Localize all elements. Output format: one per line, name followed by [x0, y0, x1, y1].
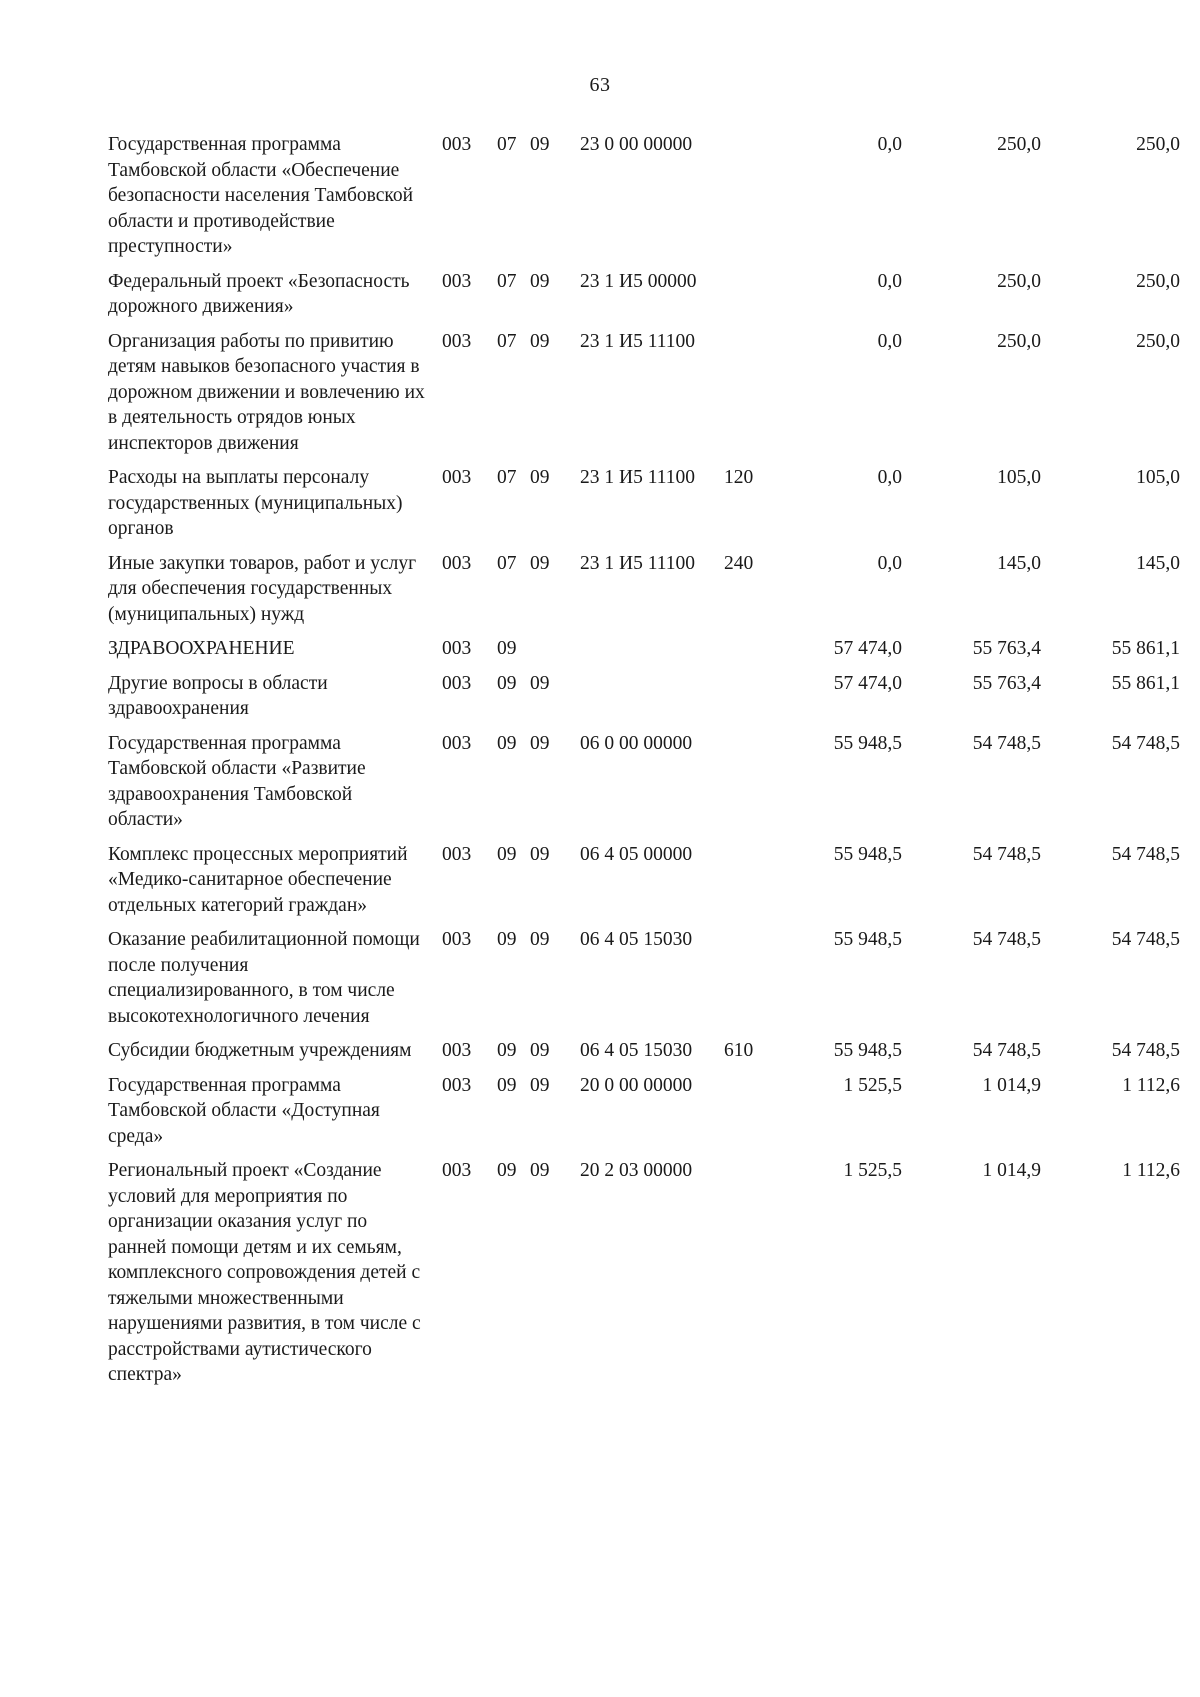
amount-year-3: 55 861,1: [1111, 638, 1180, 659]
table-row: [108, 465, 1180, 551]
amount-year-3: 54 748,5: [1111, 732, 1180, 754]
table-row: [108, 671, 1180, 731]
amount-year-1: 0,0: [877, 330, 902, 352]
amount-year-2: 105,0: [997, 467, 1041, 488]
row-name: Федеральный проект «Безопасность дорожного движения»: [108, 270, 410, 317]
table-row: [108, 329, 1180, 466]
table-row: [108, 1038, 1180, 1073]
amount-year-3: 55 861,1: [1111, 672, 1180, 694]
table-row: [108, 731, 1180, 842]
amount-year-2: 1 014,9: [982, 1074, 1041, 1096]
ministry-code: 003: [442, 552, 472, 574]
amount-year-2: 54 748,5: [972, 929, 1041, 950]
subsection-code: 09: [530, 929, 550, 950]
row-name: Комплекс процессных мероприятий «Медико-санитарное обеспечение отдельных категорий граждан»: [108, 843, 408, 916]
section-code: 09: [497, 672, 517, 694]
target-article-code: 23 1 И5 11100: [580, 467, 696, 488]
table-row: [108, 927, 1180, 1038]
amount-year-3: 250,0: [1136, 134, 1180, 155]
budget-table: [108, 132, 1180, 1397]
row-name: Оказание реабилитационной помощи после получения специализированного, в том числе высокотехнологичного лечения: [108, 929, 420, 1027]
amount-year-1: 1 525,5: [843, 1160, 902, 1181]
table-row: [108, 132, 1180, 269]
amount-year-2: 250,0: [997, 270, 1041, 292]
section-code: 07: [497, 134, 517, 155]
target-article-code: 23 1 И5 00000: [580, 270, 697, 292]
target-article-code: 23 0 00 00000: [580, 134, 693, 155]
table-row: [108, 551, 1180, 637]
table-row: [108, 636, 1180, 671]
target-article-code: 06 4 05 00000: [580, 843, 693, 865]
ministry-code: 003: [442, 732, 472, 754]
amount-year-2: 54 748,5: [972, 843, 1041, 865]
section-code: 07: [497, 270, 517, 292]
target-article-code: 06 4 05 15030: [580, 1040, 693, 1061]
subsection-code: 09: [530, 1160, 550, 1181]
ministry-code: 003: [442, 270, 472, 292]
amount-year-2: 1 014,9: [982, 1160, 1041, 1181]
section-code: 09: [497, 929, 517, 950]
subsection-code: 09: [530, 552, 550, 574]
amount-year-2: 55 763,4: [972, 672, 1041, 694]
subsection-code: 09: [530, 270, 550, 292]
ministry-code: 003: [442, 1074, 472, 1096]
row-name: Государственная программа Тамбовской области «Доступная среда»: [108, 1074, 380, 1147]
section-code: 07: [497, 330, 517, 352]
amount-year-3: 1 112,6: [1122, 1074, 1180, 1096]
section-code: 09: [497, 1040, 517, 1061]
amount-year-2: 250,0: [997, 134, 1041, 155]
amount-year-3: 54 748,5: [1111, 929, 1180, 950]
amount-year-1: 55 948,5: [833, 732, 902, 754]
expense-type-code: 610: [724, 1040, 754, 1061]
ministry-code: 003: [442, 1040, 472, 1061]
amount-year-1: 0,0: [877, 552, 902, 574]
target-article-code: 20 2 03 00000: [580, 1160, 693, 1181]
subsection-code: 09: [530, 1074, 550, 1096]
expense-type-code: 120: [724, 467, 754, 488]
section-code: 07: [497, 552, 517, 574]
expense-type-code: 240: [724, 552, 754, 574]
ministry-code: 003: [442, 672, 472, 694]
section-code: 09: [497, 732, 517, 754]
target-article-code: 06 0 00 00000: [580, 732, 693, 754]
amount-year-1: 55 948,5: [833, 1040, 902, 1061]
subsection-code: 09: [530, 330, 550, 352]
amount-year-2: 54 748,5: [972, 732, 1041, 754]
row-name: Другие вопросы в области здравоохранения: [108, 672, 328, 719]
row-name: Расходы на выплаты персоналу государственных (муниципальных) органов: [108, 467, 403, 539]
amount-year-1: 0,0: [877, 134, 902, 155]
row-name: Субсидии бюджетным учреждениям: [108, 1040, 412, 1061]
amount-year-3: 250,0: [1136, 330, 1180, 352]
ministry-code: 003: [442, 1160, 472, 1181]
subsection-code: 09: [530, 843, 550, 865]
table-row: [108, 1158, 1180, 1397]
page-number: 63: [589, 74, 611, 96]
amount-year-2: 145,0: [997, 552, 1041, 574]
section-code: 09: [497, 1160, 517, 1181]
row-name: Организация работы по привитию детям навыков безопасного участия в дорожном движении и вовлечению их в деятельность отрядов юных инспекторов движения: [108, 330, 425, 454]
subsection-code: 09: [530, 672, 550, 694]
ministry-code: 003: [442, 638, 472, 659]
row-name: Иные закупки товаров, работ и услуг для обеспечения государственных (муниципальных) нужд: [108, 552, 417, 625]
amount-year-1: 1 525,5: [843, 1074, 902, 1096]
amount-year-1: 57 474,0: [833, 638, 902, 659]
section-code: 09: [497, 638, 517, 659]
subsection-code: 09: [530, 732, 550, 754]
table-row: [108, 269, 1180, 329]
target-article-code: 20 0 00 00000: [580, 1074, 693, 1096]
ministry-code: 003: [442, 467, 472, 488]
subsection-code: 09: [530, 467, 550, 488]
section-code: 09: [497, 843, 517, 865]
amount-year-1: 55 948,5: [833, 929, 902, 950]
target-article-code: 06 4 05 15030: [580, 929, 693, 950]
row-name: Государственная программа Тамбовской области «Обеспечение безопасности населения Тамбовской области и противодействие преступности»: [108, 134, 414, 257]
amount-year-1: 57 474,0: [833, 672, 902, 694]
amount-year-2: 54 748,5: [972, 1040, 1041, 1061]
amount-year-3: 105,0: [1136, 467, 1180, 488]
amount-year-2: 55 763,4: [972, 638, 1041, 659]
row-name: ЗДРАВООХРАНЕНИЕ: [108, 638, 295, 659]
amount-year-1: 0,0: [877, 270, 902, 292]
amount-year-2: 250,0: [997, 330, 1041, 352]
ministry-code: 003: [442, 929, 472, 950]
amount-year-3: 54 748,5: [1111, 843, 1180, 865]
subsection-code: 09: [530, 134, 550, 155]
subsection-code: 09: [530, 1040, 550, 1061]
row-name: Государственная программа Тамбовской области «Развитие здравоохранения Тамбовской области»: [108, 732, 366, 830]
target-article-code: 23 1 И5 11100: [580, 330, 696, 352]
target-article-code: 23 1 И5 11100: [580, 552, 696, 574]
table-row: [108, 1073, 1180, 1159]
ministry-code: 003: [442, 843, 472, 865]
amount-year-3: 54 748,5: [1111, 1040, 1180, 1061]
amount-year-1: 0,0: [877, 467, 902, 488]
section-code: 09: [497, 1074, 517, 1096]
section-code: 07: [497, 467, 517, 488]
amount-year-3: 145,0: [1136, 552, 1180, 574]
table-row: [108, 842, 1180, 928]
amount-year-3: 1 112,6: [1122, 1160, 1180, 1181]
ministry-code: 003: [442, 134, 472, 155]
amount-year-3: 250,0: [1136, 270, 1180, 292]
row-name: Региональный проект «Создание условий для мероприятия по организации оказания услуг по ранней помощи детям и их семьям, комплексного сопровождения детей с тяжелыми множественными нарушениями развития, в том числе с расстройствами аутистического спектра»: [108, 1160, 421, 1385]
amount-year-1: 55 948,5: [833, 843, 902, 865]
ministry-code: 003: [442, 330, 472, 352]
